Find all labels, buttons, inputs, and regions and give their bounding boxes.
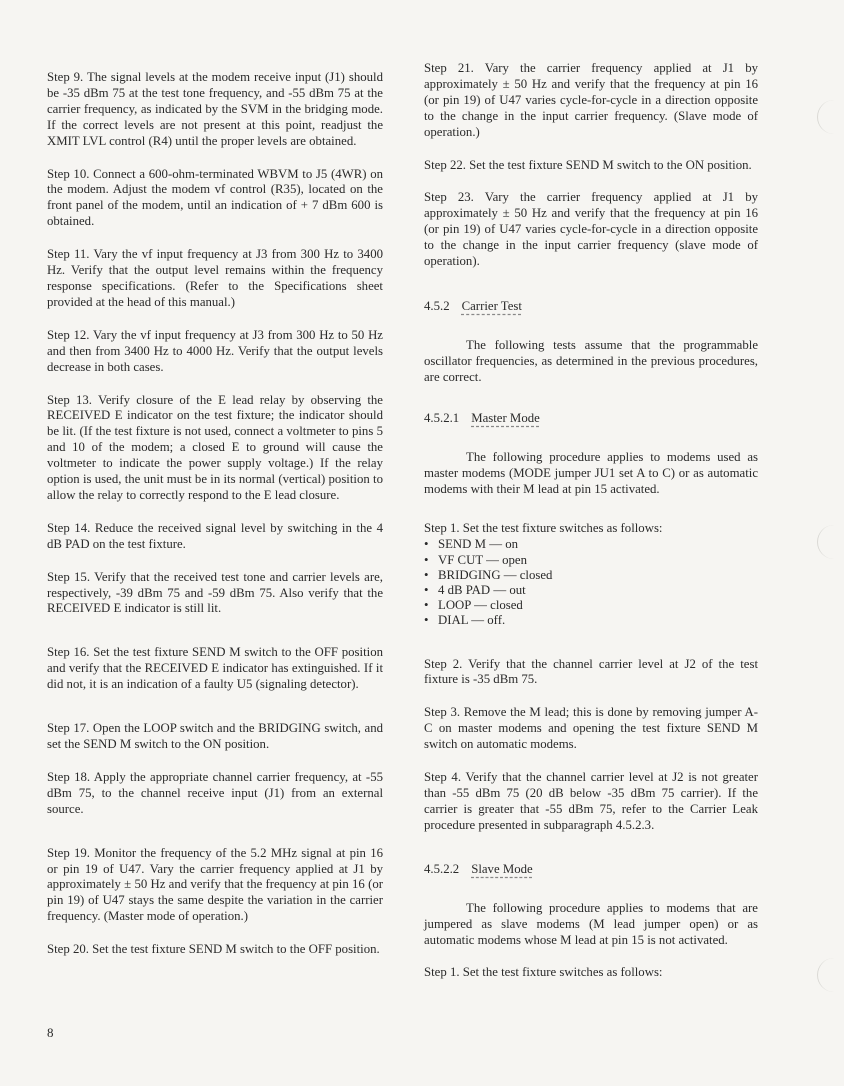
- list-item: • LOOP — closed: [424, 598, 758, 613]
- left-column: [47, 64, 383, 958]
- master-step-4: Step 4. Verify that the channel carrier level at J2 is not greater than -55 dBm 75 (20 dB below -35 dBm 75 carrier). If the carrier is greater that -55 dBm 75, refer to the Carrier Leak procedure presented in subparagraph 4.5.2.3.: [424, 770, 758, 832]
- master-mode-intro: The following procedure applies to modems used as master modems (MODE jumper JU1 set A to C) or as automatic modems with their M lead at pin 15 activated.: [424, 449, 758, 496]
- section-title: Carrier Test: [461, 298, 522, 313]
- step-18: Step 18. Apply the appropriate channel carrier frequency, at -55 dBm 75, to the channel receive input (J1) from an external source.: [47, 769, 383, 816]
- section-title: Master Mode: [471, 410, 540, 425]
- carrier-test-intro: The following tests assume that the programmable oscillator frequencies, as determined in the previous procedures, are correct.: [424, 337, 758, 384]
- section-heading-4-5-2-1: [424, 410, 758, 426]
- list-item: • SEND M — on: [424, 537, 758, 552]
- section-heading-4-5-2-2: [424, 861, 758, 877]
- step-23: Step 23. Vary the carrier frequency applied at J1 by approximately ± 50 Hz and verify that the frequency at pin 16 (or pin 19) of U47 varies cycle-for-cycle in a direction opposite to the change in the input carrier frequency (slave mode of operation).: [424, 190, 758, 269]
- list-item: • BRIDGING — closed: [424, 568, 758, 583]
- master-step-1: Step 1. Set the test fixture switches as follows:: [424, 521, 663, 536]
- step-11: Step 11. Vary the vf input frequency at J3 from 300 Hz to 3400 Hz. Verify that the output level remains within the frequency response specifications. (Refer to the Specifications sheet provided at the head of this manual.): [47, 247, 383, 309]
- step-20: Step 20. Set the test fixture SEND M switch to the OFF position.: [47, 942, 380, 957]
- step-10: Step 10. Connect a 600-ohm-terminated WBVM to J5 (4WR) on the modem. Adjust the modem vf control (R35), located on the front panel of the modem, until an indication of + 7 dBm 600 is obtained.: [47, 166, 383, 229]
- slave-mode-intro: The following procedure applies to modems that are jumpered as slave modems (M lead jumper open) or as automatic modems whose M lead at pin 15 is not activated.: [424, 900, 758, 947]
- section-number: 4.5.2.1: [424, 410, 460, 425]
- binder-hole-mark: [817, 958, 844, 992]
- section-heading-4-5-2: [424, 298, 758, 314]
- list-item: • DIAL — off.: [424, 613, 758, 628]
- step-16: Step 16. Set the test fixture SEND M switch to the OFF position and verify that the RECEIVED E indicator has extinguished. If it did not, it is an indication of a faulty U5 (signaling detector).: [47, 645, 383, 692]
- section-number: 4.5.2.2: [424, 861, 460, 876]
- master-step-3: Step 3. Remove the M lead; this is done by removing jumper A-C on master modems and opening the test fixture SEND M switch on automatic modems.: [424, 705, 758, 752]
- step-19: Step 19. Monitor the frequency of the 5.2 MHz signal at pin 16 or pin 19 of U47. Vary the carrier frequency applied at J1 by approximately ± 50 Hz and verify that the frequency at pin 16 (or pin 19) of U47 stays the same despite the variation in the carrier frequency. (Master mode of operation.): [47, 845, 383, 924]
- step-13: Step 13. Verify closure of the E lead relay by observing the RECEIVED E indicator on the test fixture; the indicator should be lit. (If the test fixture is not used, connect a voltmeter to pins 5 and 10 of the modem; a closed E to ground will cause the voltmeter to indicate the power supply voltage.) If the relay option is used, the unit must be in its normal (vertical) position to allow the relay to correctly respond to the E lead closure.: [47, 392, 383, 502]
- list-item: • VF CUT — open: [424, 553, 758, 568]
- binder-hole-mark: [817, 100, 844, 134]
- slave-step-1: Step 1. Set the test fixture switches as follows:: [424, 965, 663, 980]
- step-21: Step 21. Vary the carrier frequency applied at J1 by approximately ± 50 Hz and verify that the frequency at pin 16 (or pin 19) of U47 varies cycle-for-cycle in a direction opposite to the change in the input carrier frequency. (Slave mode of operation.): [424, 61, 758, 139]
- step-15: Step 15. Verify that the received test tone and carrier levels are, respectively, -39 dBm 75 and -59 dBm 75. Also verify that the RECEIVED E indicator is still lit.: [47, 569, 383, 616]
- section-number: 4.5.2: [424, 298, 450, 313]
- list-item: • 4 dB PAD — out: [424, 583, 758, 598]
- step-14: Step 14. Reduce the received signal level by switching in the 4 dB PAD on the test fixture.: [47, 520, 383, 551]
- page-number: 8: [47, 1025, 54, 1040]
- master-step-2: Step 2. Verify that the channel carrier level at J2 of the test fixture is -35 dBm 75.: [424, 656, 758, 687]
- switch-settings-list: [424, 537, 758, 628]
- step-9: Step 9. The signal levels at the modem receive input (J1) should be -35 dBm 75 at the test tone frequency, and -55 dBm 75 at the carrier frequency, as indicated by the SVM in the bridging mode. If the correct levels are not present at this point, readjust the XMIT LVL control (R4) until the proper levels are obtained.: [47, 70, 383, 148]
- binder-hole-mark: [817, 525, 844, 559]
- right-column: [424, 61, 758, 981]
- step-22: Step 22. Set the test fixture SEND M switch to the ON position.: [424, 157, 752, 172]
- section-title: Slave Mode: [471, 861, 533, 876]
- step-12: Step 12. Vary the vf input frequency at J3 from 300 Hz to 50 Hz and then from 3400 Hz to 4000 Hz. Verify that the output levels decrease in both cases.: [47, 327, 383, 374]
- step-17: Step 17. Open the LOOP switch and the BRIDGING switch, and set the SEND M switch to the ON position.: [47, 721, 383, 751]
